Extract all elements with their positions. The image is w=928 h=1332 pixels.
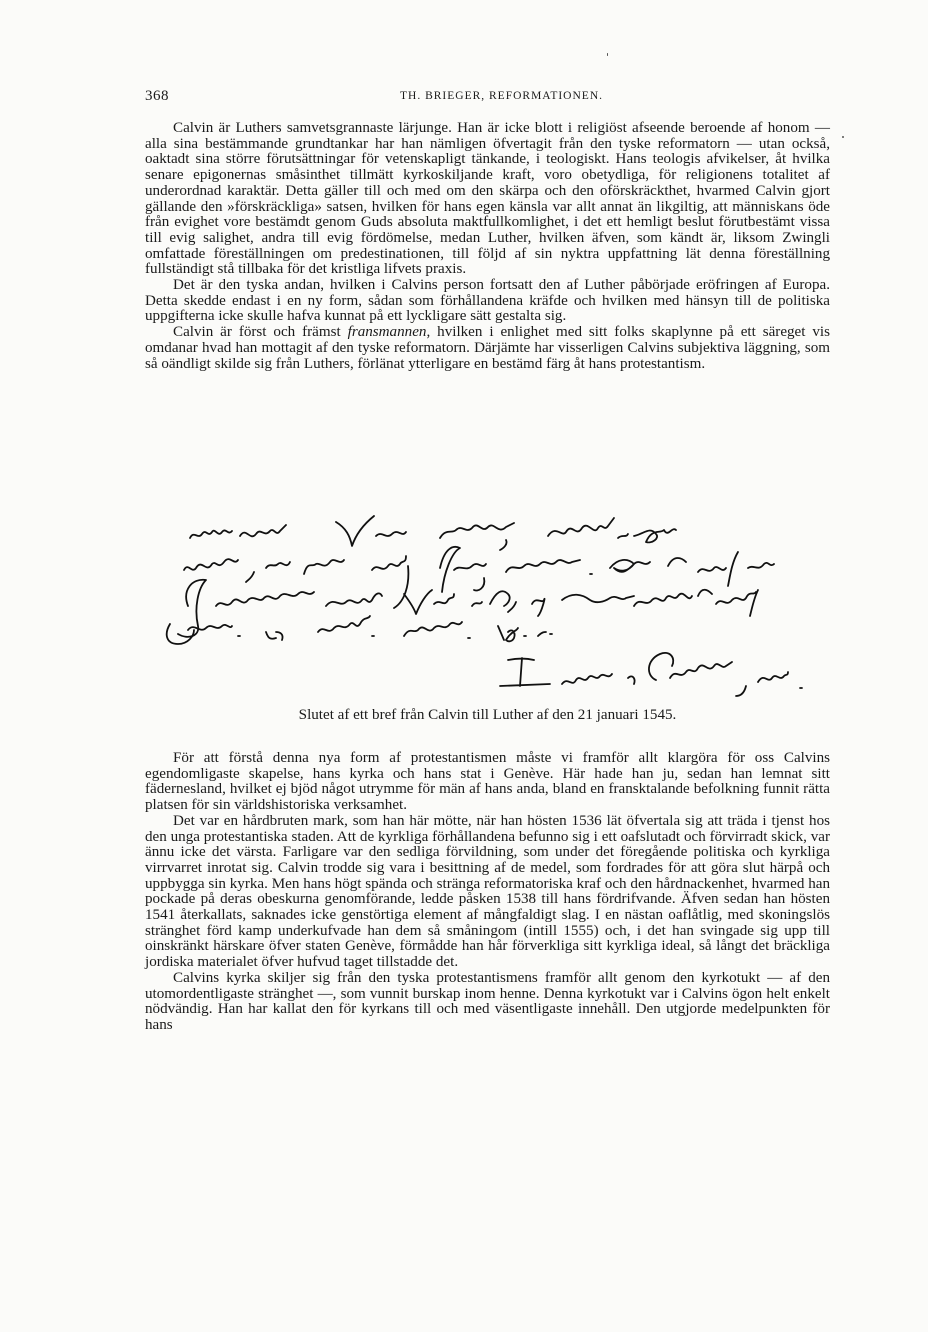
paragraph [145, 325, 830, 372]
paragraph-text: , hvilken i enlighet med sitt folks skaplynne på ett säreget vis omdanar hvad han mottagit af den tyske reformatorn. Därjämte har visserligen Calvins subjektiva läggning, som så oändligt skilde sig från Luthers, förlänat ytterligare en bestämd färg åt hans protestantism. [145, 324, 830, 372]
paragraph: Calvins kyrka skiljer sig från den tyska protestantismens framför allt genom den kyrkotukt — af den utomordentligaste stränghet —, som vunnit burskap inom henne. Denna kyrkotukt var i Calvins ögon helt enkelt nödvändig. Han har kallat den för kyrkans till och med väsentligaste innehåll. Den utgjorde medelpunkten för hans [145, 969, 830, 1033]
paragraph: Det var en hårdbruten mark, som han här mötte, när han hösten 1536 lät öfvertala sig att träda i tjenst hos den unga protestantiska staden. Att de kyrkliga förhållandena befunno sig i ett oafslutadt och förvirradt skick, var ännu icke det värsta. Farligare var den sedliga förvildning, som under det föregående politiska och kyrkliga virrvarret inrotat sig. Calvin trodde sig vara i besittning af de medel, som fordrades för att göra slut härpå och uppbygga sin kyrka. Men hans högt spända och stränga reformatoriska kraf och den hårdnackenhet, hvarmed han pockade på deras obeskurna genomförande, ledde påsken 1538 till hans fördrifvande. Äfven sedan han hösten 1541 återkallats, saknades icke genstörtiga element af mångfaldigt slag. I en nästan oaflåtlig, med skoningslös stränghet förd kamp underkufvade han dem så småningom (intill 1555) och, i det han svingade sig upp till oinskränkt härskare öfver staten Genève, förmådde han hår förverkliga sitt kyrkliga ideal, så långt det bräckliga jordiska materialet öfver hufvud taget tillstadde det. [145, 812, 830, 971]
calvin-handwriting-facsimile [158, 508, 838, 698]
paper-speck [842, 136, 844, 138]
emphasized-word: fransmannen [347, 324, 427, 341]
figure-caption: Slutet af ett bref från Calvin till Luther af den 21 januari 1545. [298, 707, 677, 723]
paragraph: Det är den tyska andan, hvilken i Calvins person fortsatt den af Luther påbörjade eröfringen af Europa. Detta skedde endast i en ny form, sådan som förhållandena kräfde och hvilken med hänsyn till de politiska uppgifterna icke skulle hafva kunnat på ett lyckligare sätt gestalta sig. [145, 277, 830, 325]
page-header [145, 88, 828, 108]
running-head: TH. BRIEGER, REFORMATIONEN. [399, 90, 603, 102]
body-text-bottom [145, 751, 830, 1034]
body-text-top [145, 121, 830, 372]
paper-speck [607, 53, 608, 56]
page-number: 368 [145, 88, 169, 104]
paragraph: För att förstå denna nya form af protestantismen måste vi framför allt klargöra för oss Calvins egendomligaste skapelse, hans kyrka och hans stat i Genève. Här hade han ju, sedan han lemnat sitt fädernesland, hvilket ej bjöd något utrymme för män af hans anda, bland en fransktalande befolkning funnit rätta platsen för sin världshistoriska verksamhet. [145, 750, 830, 814]
paragraph: Calvin är Luthers samvetsgrannaste lärjunge. Han är icke blott i religiöst afseende beroende af honom — alla sina bestämmande grundtankar har han nämligen öfvertagit från den tyske reformatorn — utan också, oaktadt sina större förutsättningar för vetenskapligt tänkande, i teologiskt. Hans teologis afvikelser, åt hvilka senare epigonernas småsinthet tillmätt kyrkoskiljande kraft, voro obetydliga, för religionens totalitet af underordnad karaktär. Detta gäller till och med om den skärpa och den oförskräckthet, hvarmed Calvin gjort gällande den »förskräckliga» satsen, hvilken för hans egen känsla var allt annat än likgiltig, att människans öde från evighet vore bestämdt genom Guds absoluta maktfullkomlighet, i det ett hemligt beslut förutbestämt vissa till evig salighet, andra till evig fördömelse, medan Luther, hvilken äfven, som kändt är, liksom Zwingli omfattade föreställningen om predestinationen, till följd af sin nyktra uppfattning lät denna föreställning fullständigt stå tillbaka för det kristliga lifvets praxis. [145, 120, 830, 278]
paragraph-text: Calvin är först och främst [173, 324, 348, 341]
